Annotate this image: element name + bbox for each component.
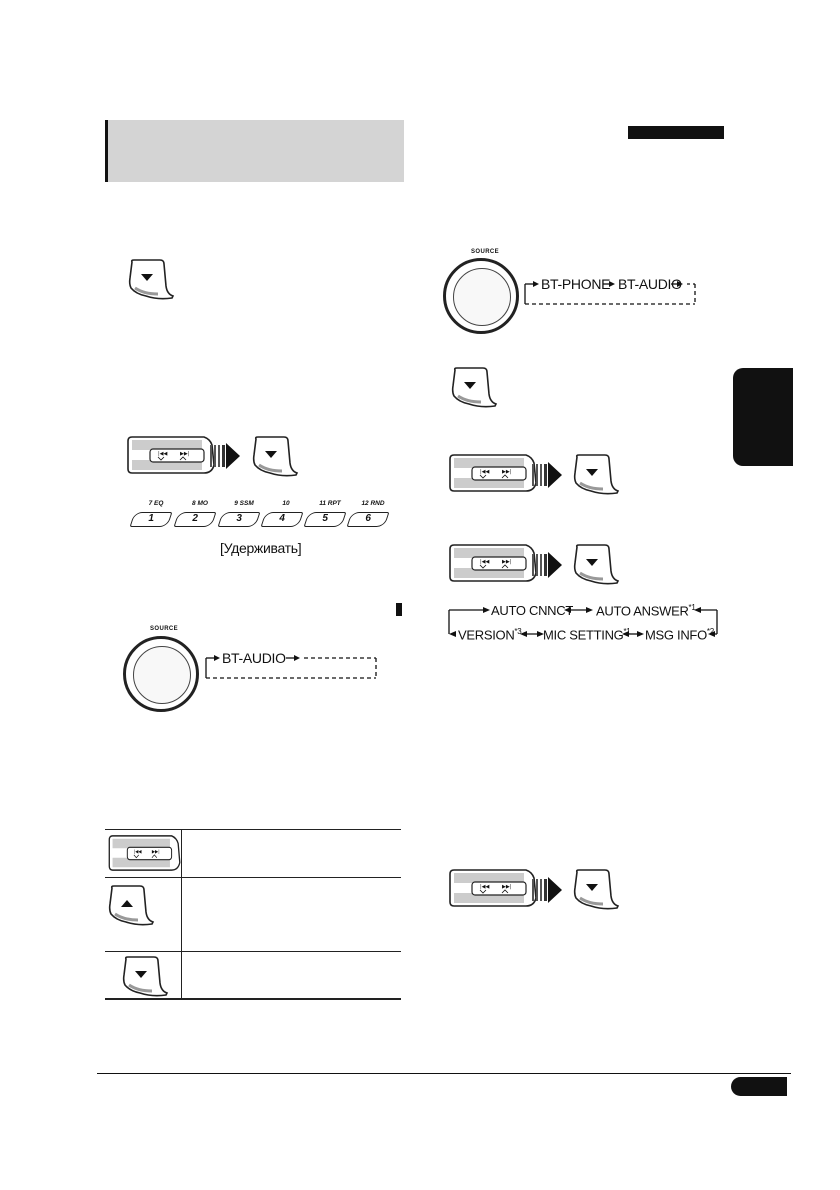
down-button[interactable] (571, 868, 623, 912)
section-header-box (105, 120, 404, 182)
down-button[interactable] (120, 955, 172, 999)
number-key-2[interactable]: 2 (174, 512, 217, 527)
language-bar (628, 126, 724, 139)
table-rule-top (105, 829, 401, 830)
setting-mic-setting: MIC SETTING$^{*1}$ (543, 627, 631, 643)
number-key-3[interactable]: 3 (218, 512, 261, 527)
hold-instruction: [Удерживать] (220, 540, 302, 556)
setting-version: VERSION$^{*3}$ (458, 627, 522, 643)
page-number-pill (731, 1077, 787, 1096)
numkey-function-label: 9 SSM (234, 500, 254, 507)
number-keys-row (128, 500, 398, 530)
table-rule (105, 877, 401, 878)
down-button[interactable] (126, 258, 178, 302)
numkey-function-label: 8 MO (192, 500, 208, 507)
setting-msg-info: MSG INFO$^{*2}$ (645, 627, 714, 643)
source-knob[interactable] (123, 636, 199, 712)
down-button[interactable] (449, 366, 501, 410)
source-label: SOURCE (150, 626, 179, 632)
numkey-function-label: 10 (282, 500, 290, 507)
numkey-function-label: 7 EQ (148, 500, 164, 507)
numkey-function-label: 11 RPT (319, 500, 341, 507)
number-key-1[interactable]: 1 (130, 512, 173, 527)
number-key-6[interactable]: 6 (347, 512, 390, 527)
numkey-function-label: 12 RND (361, 500, 385, 507)
source-knob[interactable] (443, 258, 519, 334)
footer-rule (97, 1073, 791, 1074)
step-marker (396, 603, 402, 616)
skip-button[interactable] (446, 453, 540, 495)
setting-auto-cnnct: AUTO CNNCT (491, 603, 573, 618)
number-key-4[interactable]: 4 (261, 512, 304, 527)
down-button[interactable] (571, 543, 623, 587)
flow-item-bt-phone: BT-PHONE (541, 276, 611, 292)
number-key-5[interactable]: 5 (304, 512, 347, 527)
side-language-tab (733, 368, 793, 466)
then-arrow-icon (210, 437, 242, 475)
skip-button[interactable] (446, 543, 540, 585)
table-rule (105, 951, 401, 952)
setting-auto-answer: AUTO ANSWER$^{*1}$ (596, 603, 696, 619)
skip-button[interactable] (446, 868, 540, 910)
then-arrow-icon (532, 456, 564, 494)
flow-item-bt-audio: BT-AUDIO (222, 650, 286, 666)
up-button[interactable] (106, 884, 160, 928)
skip-button[interactable] (106, 834, 182, 874)
flow-item-bt-audio: BT-AUDIO (618, 276, 682, 292)
then-arrow-icon (532, 871, 564, 909)
skip-button[interactable] (124, 435, 218, 477)
source-label: SOURCE (471, 249, 500, 255)
down-button[interactable] (250, 435, 302, 479)
then-arrow-icon (532, 546, 564, 584)
down-button[interactable] (571, 453, 623, 497)
